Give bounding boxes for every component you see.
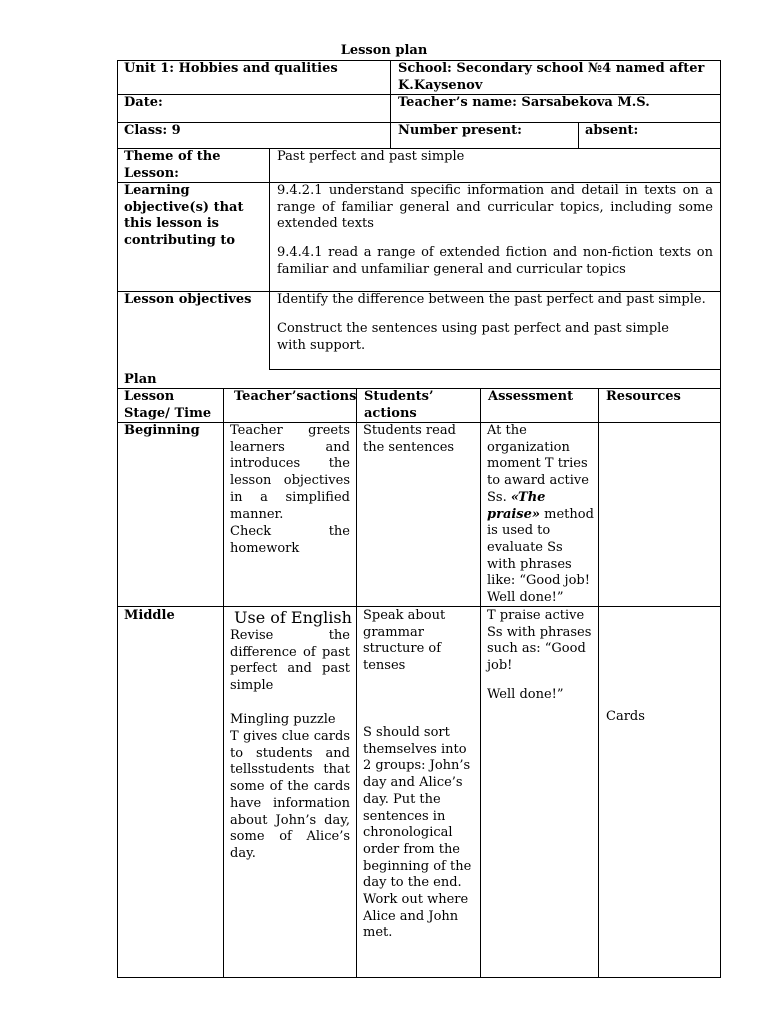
- learning-objective-1: 9.4.2.1 understand specific information and detail in texts on a range of familiar general and curricular topics, including some extended texts: [277, 183, 713, 232]
- col-students-actions: Students’ actions: [364, 389, 434, 421]
- assessment-method-name: «The praise»: [487, 489, 546, 522]
- school-name: School: Secondary school №4 named after K.Kaysenov: [398, 61, 705, 93]
- page-title: Lesson plan: [340, 43, 428, 58]
- use-of-english-heading: Use of English: [234, 608, 352, 627]
- plan-label: Plan: [124, 372, 157, 387]
- theme-value: Past perfect and past simple: [277, 149, 465, 164]
- lesson-objective-2: Construct the sentences using past perfect and past simple with support.: [277, 321, 669, 353]
- middle-assessment-2: Well done!”: [487, 687, 564, 702]
- middle-students-sort: S should sort themselves into 2 groups: John’s day and Alice’s day. Put the sentences in chronological order from the beginning of the day to the end. Work out where Alice and John met.: [363, 725, 472, 941]
- absent-label: absent:: [585, 123, 639, 138]
- lesson-objective-1: Identify the difference between the past perfect and past simple.: [277, 292, 706, 307]
- middle-students-speak: Speak about grammar structure of tenses: [363, 608, 446, 674]
- lesson-objectives-label: Lesson objectives: [124, 292, 252, 307]
- middle-teacher-puzzle: T gives clue cards to students and tellsstudents that some of the cards have information about John’s day, some of Alice’s day.: [230, 729, 350, 861]
- middle-resources: Cards: [606, 709, 645, 724]
- stage-middle: Middle: [124, 608, 175, 623]
- beginning-teacher-homework: Check the homework: [230, 524, 350, 556]
- col-lesson-stage: Lesson Stage/ Time: [124, 389, 212, 421]
- col-resources: Resources: [606, 389, 681, 404]
- beginning-teacher-actions: Teacher greets learners and introduces the lesson objectives in a simplified manner.: [230, 423, 350, 522]
- date-label: Date:: [124, 95, 163, 110]
- assessment-text-end: method is used to evaluate Ss with phrases like: “Good job! Well done!”: [487, 506, 594, 606]
- middle-teacher-revise: Revise the difference of past perfect and past simple: [230, 628, 350, 694]
- col-assessment: Assessment: [488, 389, 574, 404]
- teacher-name: Teacher’s name: Sarsabekova M.S.: [398, 95, 650, 110]
- class-label: Class: 9: [124, 123, 181, 138]
- assessment-text-start: At the organization moment T tries to award active Ss.: [487, 423, 589, 505]
- stage-beginning: Beginning: [124, 423, 200, 438]
- col-teacher-actions: Teacher’sactions: [234, 389, 357, 404]
- mingling-puzzle-title: Mingling puzzle: [230, 712, 336, 727]
- beginning-students-actions: Students read the sentences: [363, 423, 456, 455]
- learning-objectives-label: Learning objective(s) that this lesson is contributing to: [124, 183, 244, 249]
- beginning-assessment: [487, 423, 595, 607]
- learning-objective-2: 9.4.4.1 read a range of extended fiction and non-fiction texts on familiar and unfamiliar general and curricular topics: [277, 245, 713, 277]
- theme-label: Theme of the Lesson:: [124, 149, 221, 181]
- middle-assessment-1: T praise active Ss with phrases such as: “Good job!: [487, 608, 592, 674]
- number-present-label: Number present:: [398, 123, 522, 138]
- unit-title: Unit 1: Hobbies and qualities: [124, 61, 338, 76]
